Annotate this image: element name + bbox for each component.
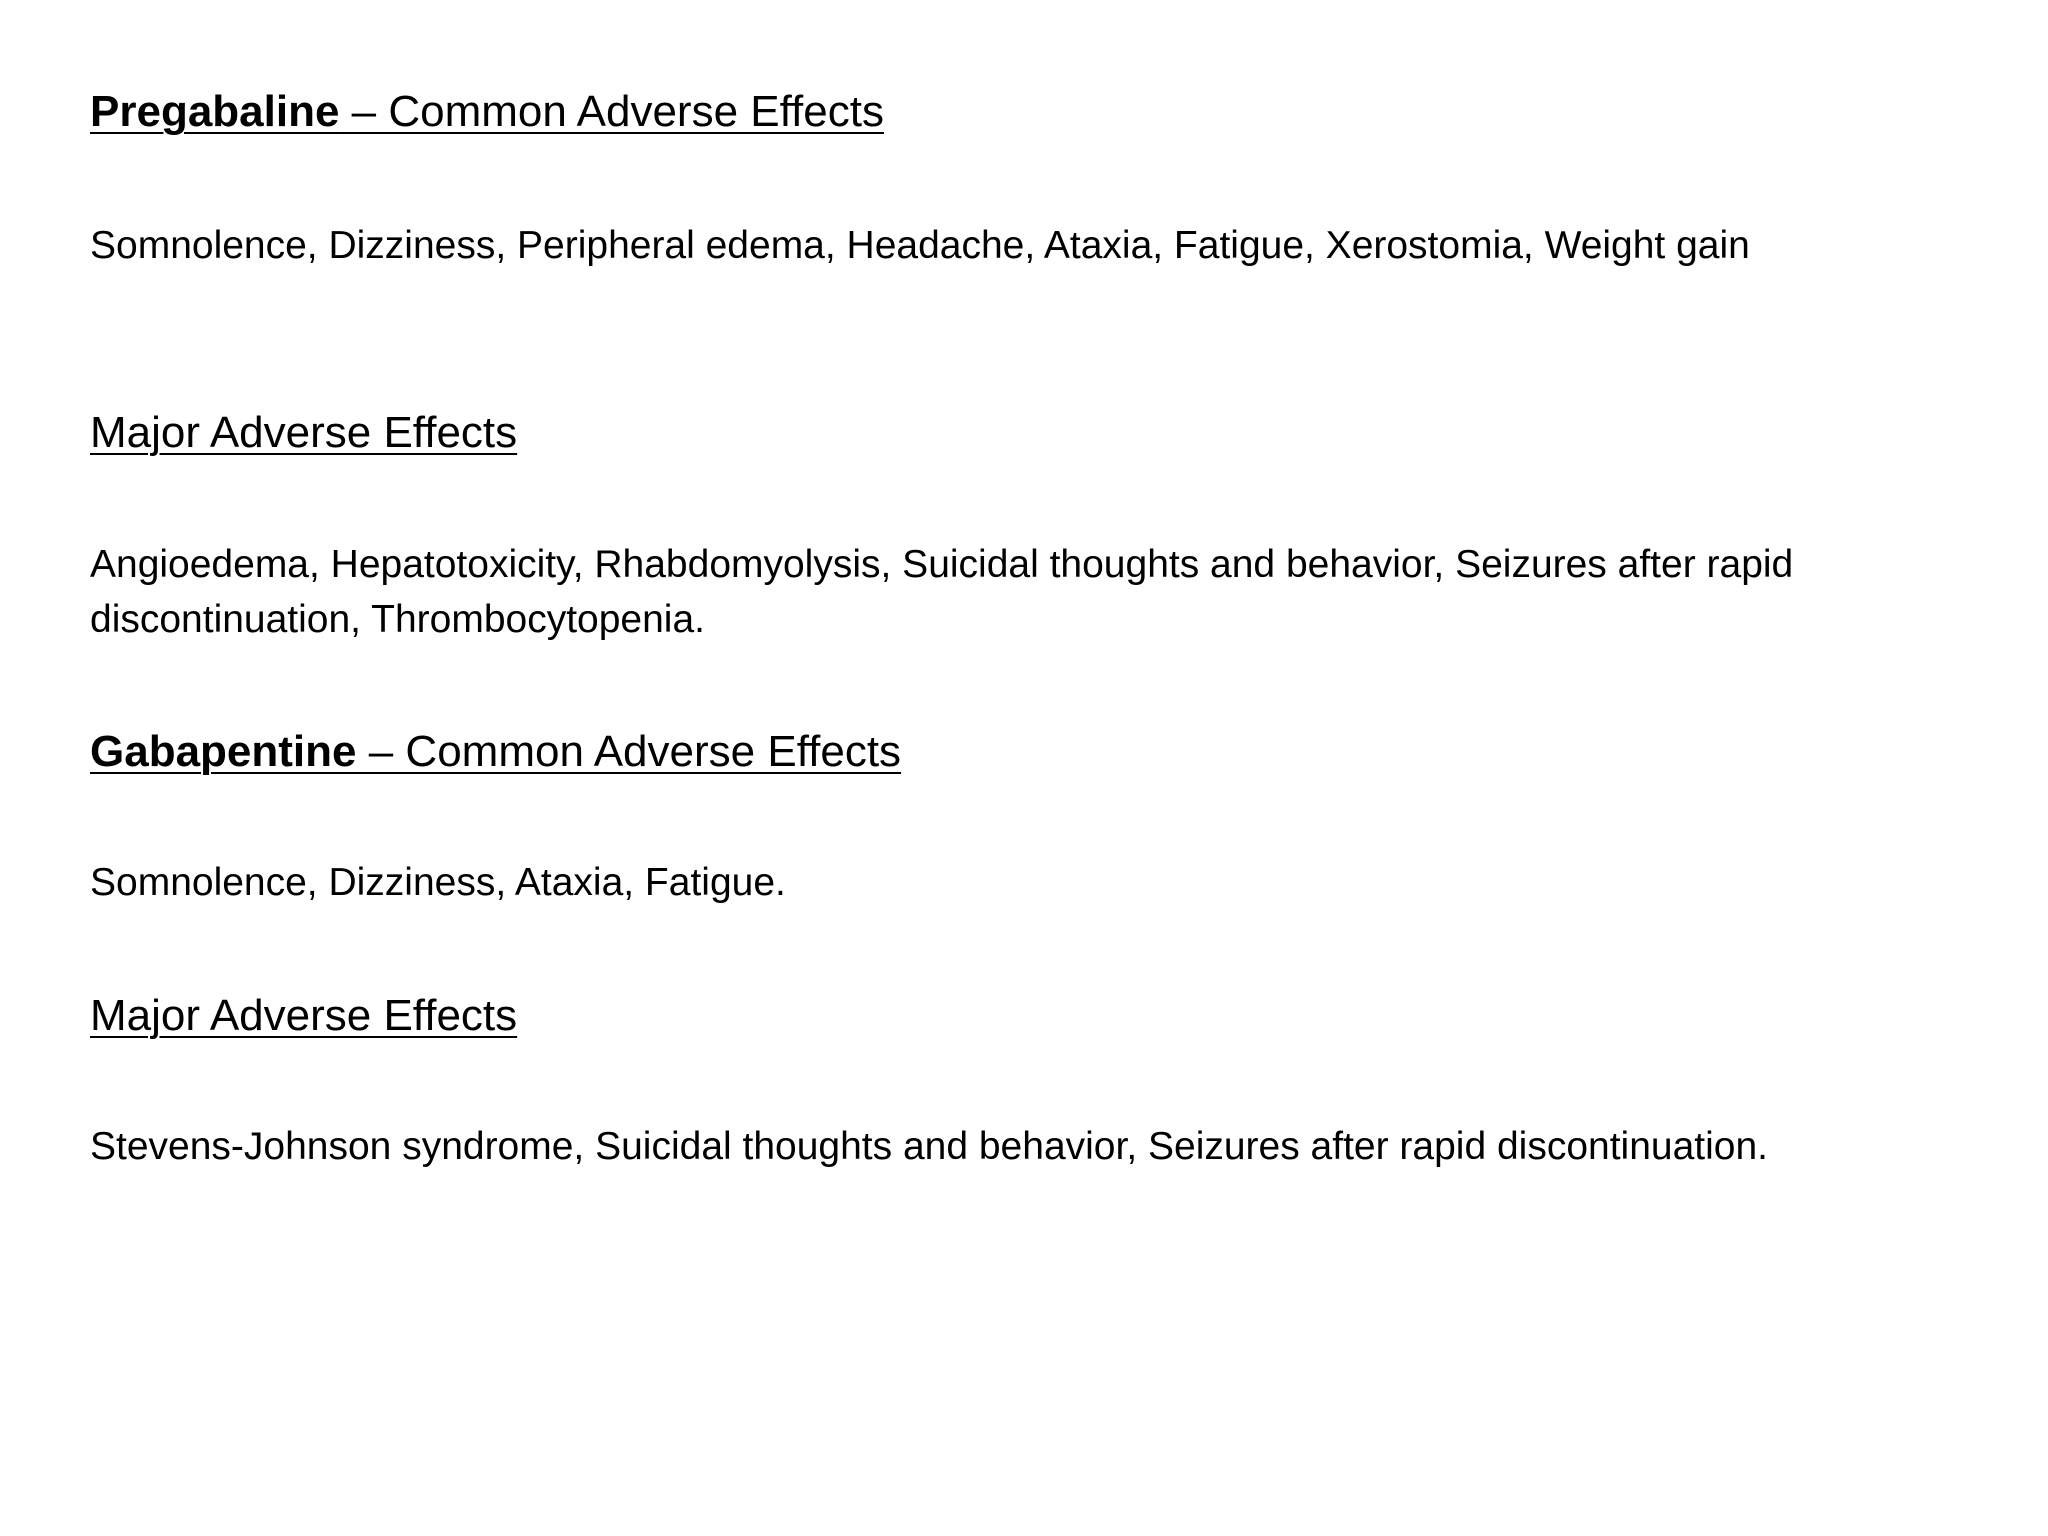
drug-name: Pregabaline: [90, 87, 340, 136]
drug-name: Gabapentine: [90, 727, 357, 776]
pregabaline-common-heading: [90, 86, 884, 138]
gabapentine-major-heading: Major Adverse Effects: [90, 991, 518, 1040]
heading-suffix: – Common Adverse Effects: [356, 727, 902, 776]
gabapentine-common-effects: Somnolence, Dizziness, Ataxia, Fatigue.: [90, 861, 786, 904]
pregabaline-major-effects: Angioedema, Hepatotoxicity, Rhabdomyolysis, Suicidal thoughts and behavior, Seizures after rapid discontinuation, Thrombocytopenia.: [90, 543, 1794, 641]
gabapentine-common-heading: [90, 726, 901, 778]
gabapentine-major-effects: Stevens-Johnson syndrome, Suicidal thoughts and behavior, Seizures after rapid discontinuation.: [90, 1125, 1769, 1168]
pregabaline-common-effects: Somnolence, Dizziness, Peripheral edema, Headache, Ataxia, Fatigue, Xerostomia, Weight gain: [90, 224, 1750, 267]
pregabaline-major-heading: Major Adverse Effects: [90, 408, 518, 457]
heading-suffix: – Common Adverse Effects: [339, 87, 884, 136]
